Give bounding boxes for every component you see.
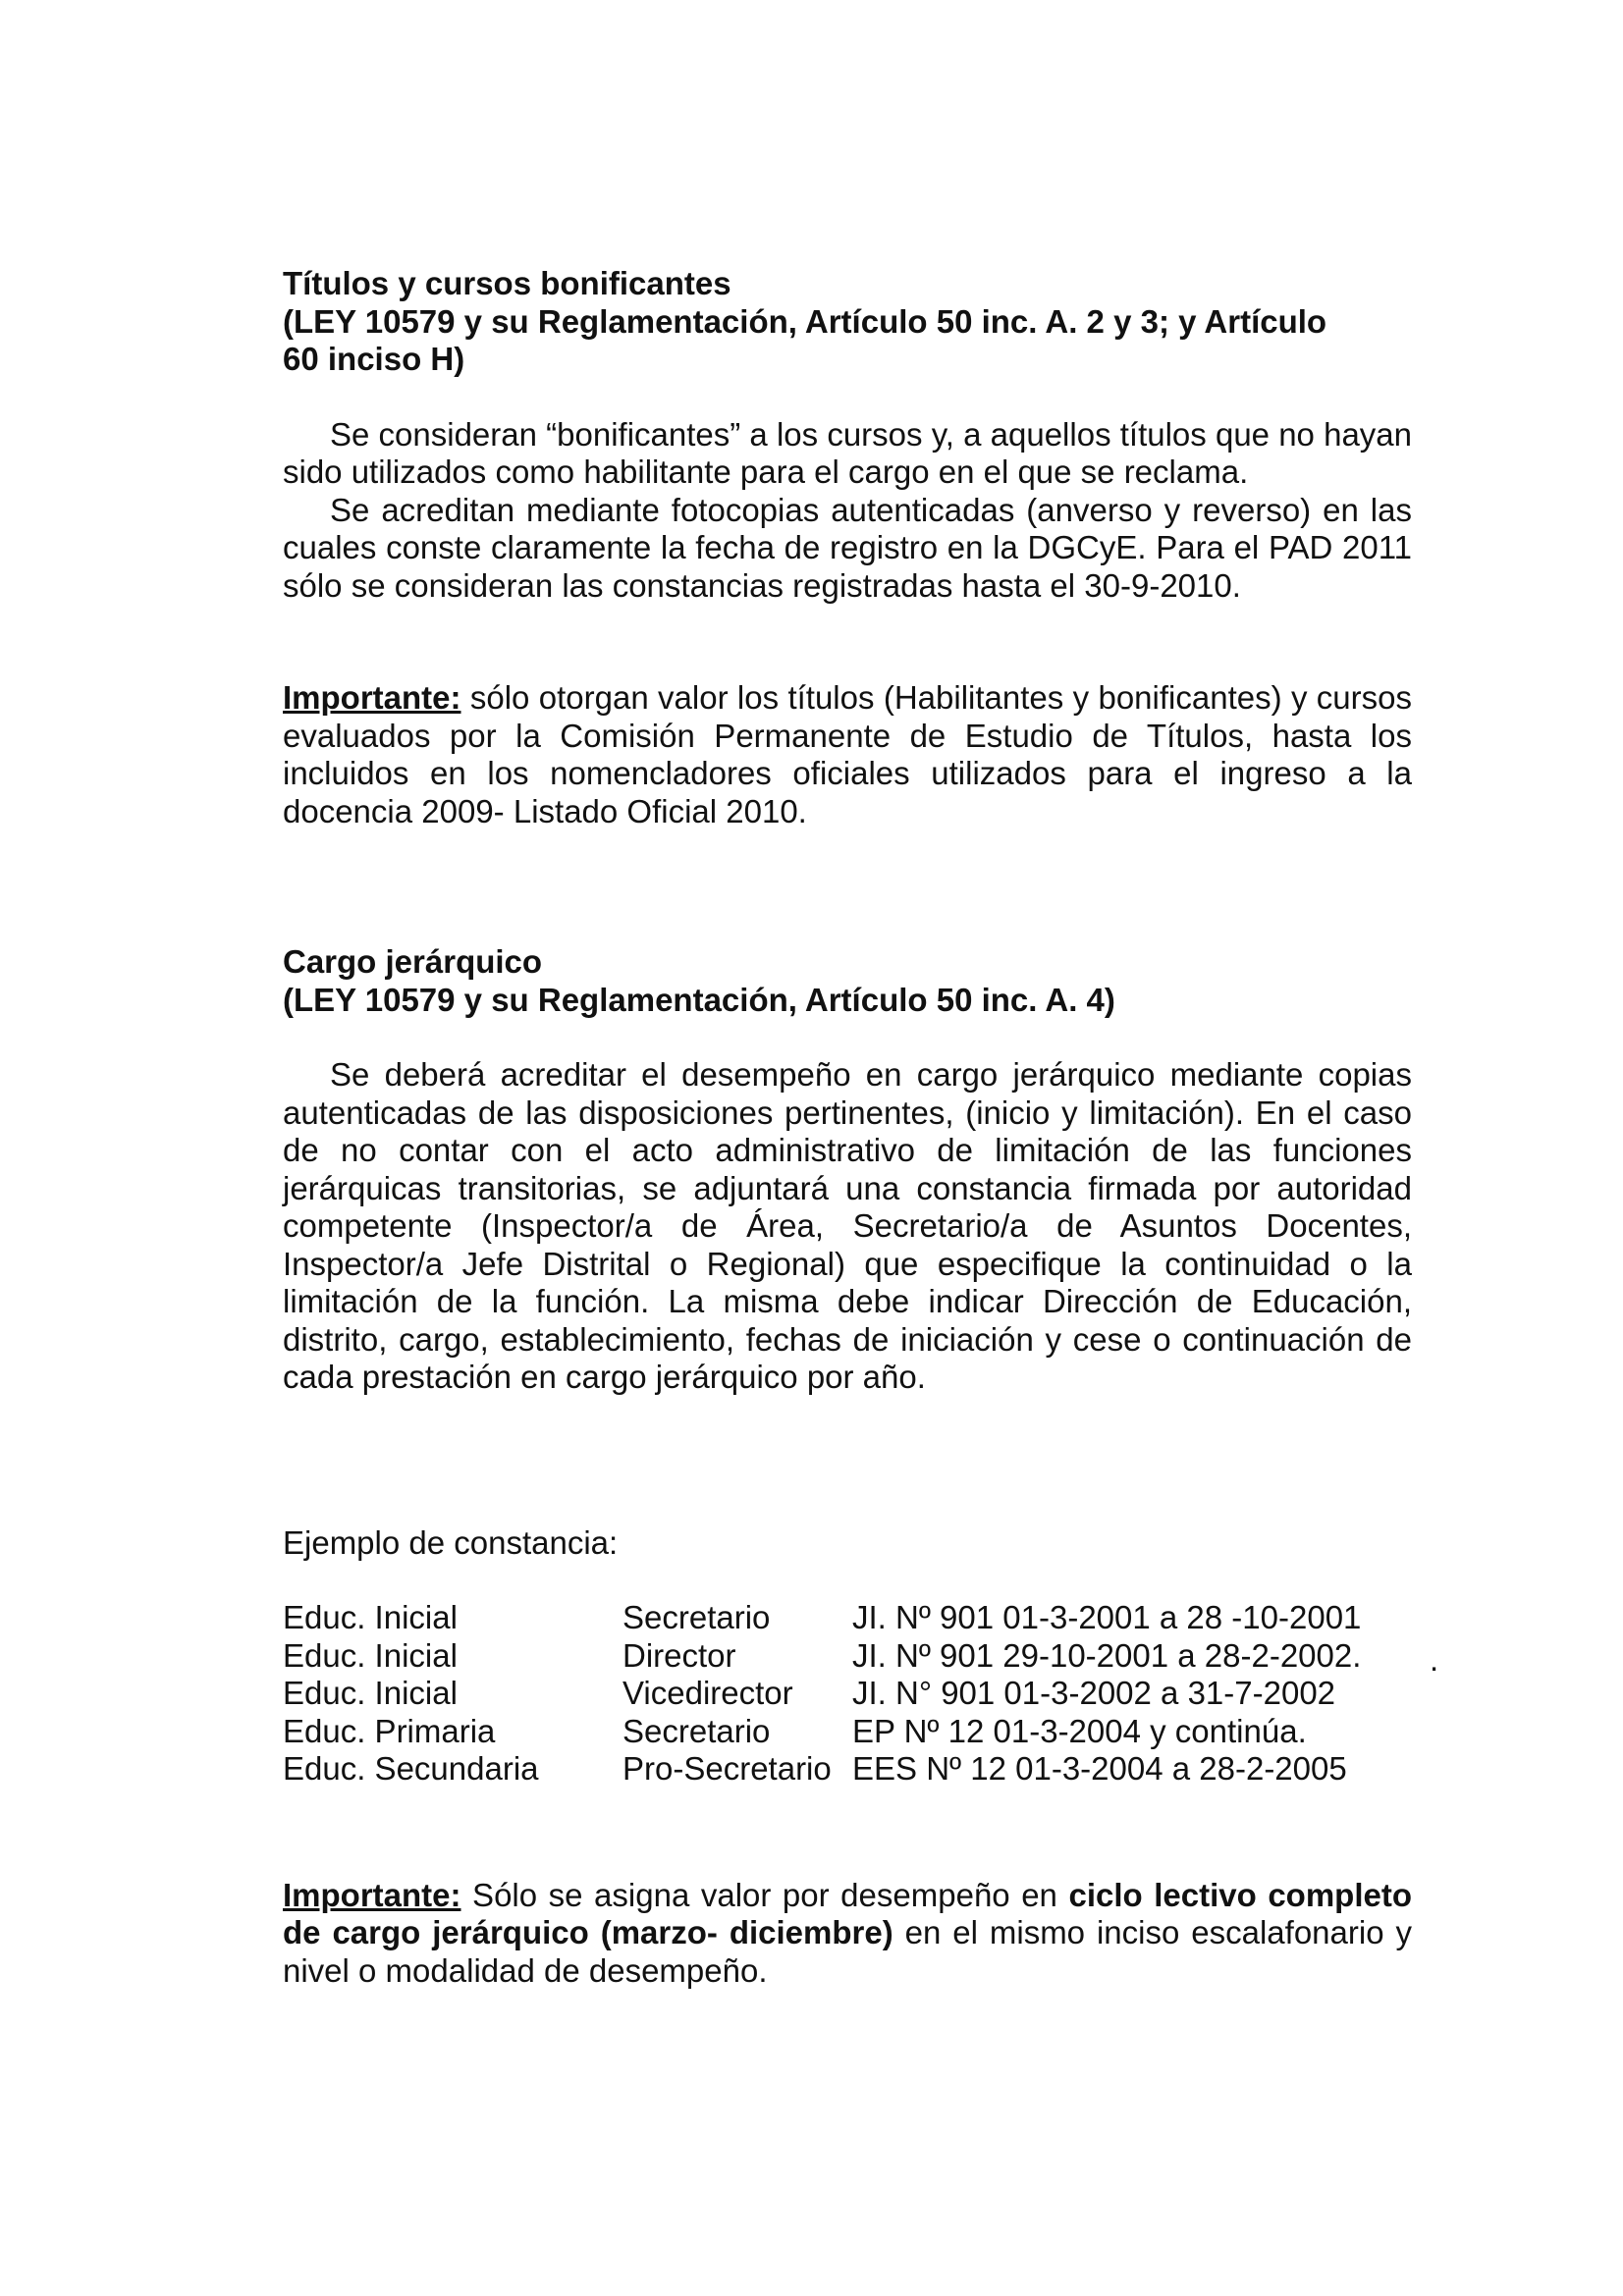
section-subtitle-ley-cargo: (LEY 10579 y su Reglamentación, Artículo 50 inc. A. 4) [283,981,1115,1018]
table-row [283,1750,1361,1789]
section-subtitle-ley-line2: 60 inciso H) [283,341,465,377]
paragraph-cargo-jerarquico: Se deberá acreditar el desempeño en cargo jerárquico mediante copias autenticadas de las disposiciones pertinentes, (inicio y limitación). En el caso de no contar con el acto administrativo de limitación de las funciones jerárquicas transitorias, se adjuntará una constancia firmada por autoridad competente (Inspector/a de Área, Secretario/a de Asuntos Docentes, Inspector/a Jefe Distrital o Regional) que especifique la continuidad o la limitación de la función. La misma debe indicar Dirección de Educación, distrito, cargo, establecimiento, fechas de iniciación y cese o continuación de cada prestación en cargo jerárquico por año. [283,1056,1412,1395]
table-row [283,1675,1361,1713]
table-row [283,1637,1361,1676]
cell-level: Educ. Secundaria [283,1750,539,1787]
paragraph-acreditacion: Se acreditan mediante fotocopias autenticadas (anverso y reverso) en las cuales conste claramente la fecha de registro en la DGCyE. Para el PAD 2011 sólo se consideran las constancias registradas hasta el 30-9-2010. [283,491,1412,604]
spacer [283,1019,1412,1056]
important-label: Importante: [283,1876,461,1913]
cell-school-dates: EP Nº 12 01-3-2004 y continúa. [852,1712,1307,1749]
example-label: Ejemplo de constancia: [283,1523,619,1561]
document-page [283,265,1412,1990]
spacer [283,1397,1412,1524]
cell-role: Pro-Secretario [622,1750,832,1787]
important-text: sólo otorgan valor los títulos (Habilitantes y bonificantes) y cursos evaluados por la Comisión Permanente de Estudio de Títulos, hasta los incluidos en los nomencladores oficiales utilizados para el ingreso a la docencia 2009- Listado Oficial 2010. [283,679,1412,829]
important-text: Sólo se asigna valor por desempeño en [460,1876,1069,1913]
cell-level: Educ. Primaria [283,1712,496,1749]
cell-role: Vicedirector [622,1675,793,1711]
cell-role: Director [622,1636,736,1674]
cell-school-dates: JI. Nº 901 29-10-2001 a 28-2-2002. [852,1636,1362,1674]
important-note-titulos [283,679,1412,830]
cell-school-dates: EES Nº 12 01-3-2004 a 28-2-2005 [852,1750,1347,1787]
important-text: en el mismo inciso escalafonario y nivel o modalidad de desempeño. [283,1914,1412,1989]
example-constancia-table [283,1599,1361,1789]
spacer [283,605,1412,679]
paragraph-bonificantes: Se consideran “bonificantes” a los cursos y, a aquellos títulos que no hayan sido utilizados como habilitante para el cargo en el que se reclama. [283,415,1412,490]
table-row [283,1713,1361,1751]
table-row [283,1599,1361,1637]
cell-school-dates: JI. N° 901 01-3-2002 a 31-7-2002 [852,1675,1336,1711]
important-label: Importante: [283,679,461,716]
spacer [283,830,1412,943]
stray-dot: . [1430,1641,1439,1678]
section-subtitle-ley-line1: (LEY 10579 y su Reglamentación, Artículo 50 inc. A. 2 y 3; y Artículo [283,302,1327,340]
spacer [283,379,1412,416]
important-bold-text: ciclo lectivo completo de cargo jerárquico (marzo- diciembre) [283,1876,1412,1950]
spacer [283,1562,1412,1599]
cell-role: Secretario [622,1712,771,1749]
cell-level: Educ. Inicial [283,1675,458,1711]
section-title-titulos: Títulos y cursos bonificantes [283,265,731,301]
important-note-cargo [283,1877,1412,1991]
section-title-cargo: Cargo jerárquico [283,943,543,980]
spacer [283,1789,1412,1877]
cell-role: Secretario [622,1599,771,1635]
cell-school-dates: JI. Nº 901 01-3-2001 a 28 -10-2001 [852,1599,1362,1635]
cell-level: Educ. Inicial [283,1636,458,1674]
cell-level: Educ. Inicial [283,1599,458,1635]
